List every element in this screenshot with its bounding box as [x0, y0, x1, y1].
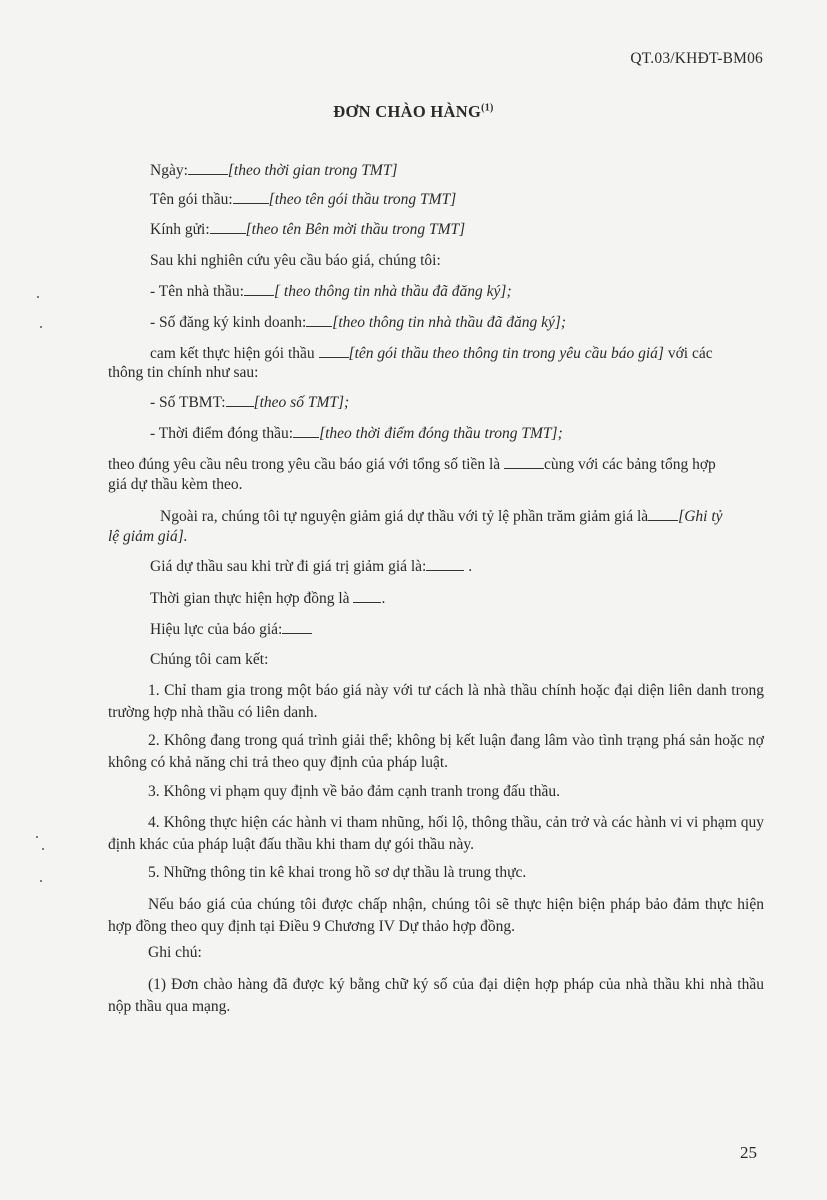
note-1: (1) Đơn chào hàng đã được ký bằng chữ ký số của đại diện hợp pháp của nhà thầu khi nhà thầu nộp thầu qua mạng. [108, 976, 764, 1015]
commit-line: cam kết thực hiện gói thầu [tên gói thầu theo thông tin trong yêu cầu báo giá] với các [150, 345, 713, 362]
validity-line: Hiệu lực của báo giá: [150, 621, 312, 639]
total-line-2: giá dự thầu kèm theo. [108, 476, 243, 493]
tbmt-line: - Số TBMT: [theo số TMT]; [150, 394, 350, 411]
we-commit-line: Chúng tôi cam kết: [150, 651, 269, 668]
discount-line-2: lệ giảm giá]. [108, 528, 188, 545]
scan-speck [36, 836, 38, 838]
regno-blank [306, 314, 332, 327]
commit-value: [tên gói thầu theo thông tin trong yêu cầu báo giá] [348, 345, 664, 362]
regno-line: - Số đăng ký kinh doanh: [theo thông tin nhà thầu đã đăng ký]; [150, 314, 567, 331]
total-line: theo đúng yêu cầu nêu trong yêu cầu báo giá với tổng số tiền là cùng với các bảng tổng hợp [108, 456, 716, 473]
title-note-marker: (1) [481, 102, 494, 114]
date-line: Ngày: [theo thời gian trong TMT] [150, 162, 398, 179]
discount-blank [648, 508, 678, 521]
commitment-item: 5. Những thông tin kê khai trong hồ sơ dự thầu là trung thực. [148, 864, 527, 881]
regno-value: [theo thông tin nhà thầu đã đăng ký]; [332, 314, 567, 331]
recipient-value: [theo tên Bên mời thầu trong TMT] [245, 221, 466, 238]
duration-blank [353, 590, 381, 603]
discount-line: Ngoài ra, chúng tôi tự nguyện giảm giá dự thầu với tỷ lệ phần trăm giảm giá là [Ghi tỷ [160, 508, 723, 525]
commit-line-2: thông tin chính như sau: [108, 364, 259, 381]
closing-paragraph: Nếu báo giá của chúng tôi được chấp nhận, chúng tôi sẽ thực hiện biện pháp bảo đảm thực hiện hợp đồng theo quy định tại Điều 9 Chương IV Dự thảo hợp đồng. [108, 896, 764, 935]
scan-speck [40, 326, 42, 328]
bidder-line: - Tên nhà thầu: [ theo thông tin nhà thầu đã đăng ký]; [150, 283, 512, 300]
price-after-blank [426, 558, 464, 571]
date-blank [188, 162, 228, 175]
commitment-item: 4. Không thực hiện các hành vi tham nhũng, hối lộ, thông thầu, cản trở và các hành vi vi phạm quy định khác của pháp luật đấu thầu khi tham dự gói thầu này. [108, 814, 764, 853]
scan-speck [42, 848, 44, 850]
commitment-item: 2. Không đang trong quá trình giải thể; không bị kết luận đang lâm vào tình trạng phá sản hoặc nợ không có khả năng chi trả theo quy định của pháp luật. [108, 732, 764, 771]
commitment-item: 3. Không vi phạm quy định về bảo đảm cạnh tranh trong đấu thầu. [148, 783, 560, 800]
package-line: Tên gói thầu: [theo tên gói thầu trong TMT] [150, 191, 457, 208]
tbmt-value: [theo số TMT]; [253, 394, 350, 411]
notes-label: Ghi chú: [148, 944, 202, 961]
scan-speck [40, 880, 42, 882]
document-code: QT.03/KHĐT-BM06 [630, 50, 763, 67]
page-number: 25 [740, 1143, 757, 1162]
closing-time-line: - Thời điểm đóng thầu: [theo thời điểm đóng thầu trong TMT]; [150, 425, 563, 442]
scan-speck [37, 296, 39, 298]
document-title [0, 102, 827, 122]
price-after-line: Giá dự thầu sau khi trừ đi giá trị giảm giá là: . [150, 558, 473, 575]
package-value: [theo tên gói thầu trong TMT] [268, 191, 457, 208]
closing-time-value: [theo thời điểm đóng thầu trong TMT]; [319, 425, 563, 442]
bidder-blank [244, 283, 274, 296]
total-blank [504, 456, 544, 469]
duration-line: Thời gian thực hiện hợp đồng là . [150, 590, 386, 607]
tbmt-blank [226, 394, 254, 407]
recipient-line: Kính gửi: [theo tên Bên mời thầu trong TMT] [150, 221, 466, 238]
closing-time-blank [293, 425, 319, 438]
recipient-blank [210, 221, 246, 234]
package-blank [233, 191, 269, 204]
commitment-item: 1. Chỉ tham gia trong một báo giá này với tư cách là nhà thầu chính hoặc đại diện liên danh trong trường hợp nhà thầu có liên danh. [108, 682, 764, 721]
intro-line: Sau khi nghiên cứu yêu cầu báo giá, chúng tôi: [150, 252, 441, 269]
bidder-value: [ theo thông tin nhà thầu đã đăng ký]; [273, 283, 512, 300]
validity-blank [282, 621, 312, 634]
discount-value-1: [Ghi tỷ [678, 508, 723, 525]
commit-blank [319, 345, 349, 358]
title-text: ĐƠN CHÀO HÀNG [333, 102, 482, 121]
date-value: [theo thời gian trong TMT] [227, 162, 398, 179]
